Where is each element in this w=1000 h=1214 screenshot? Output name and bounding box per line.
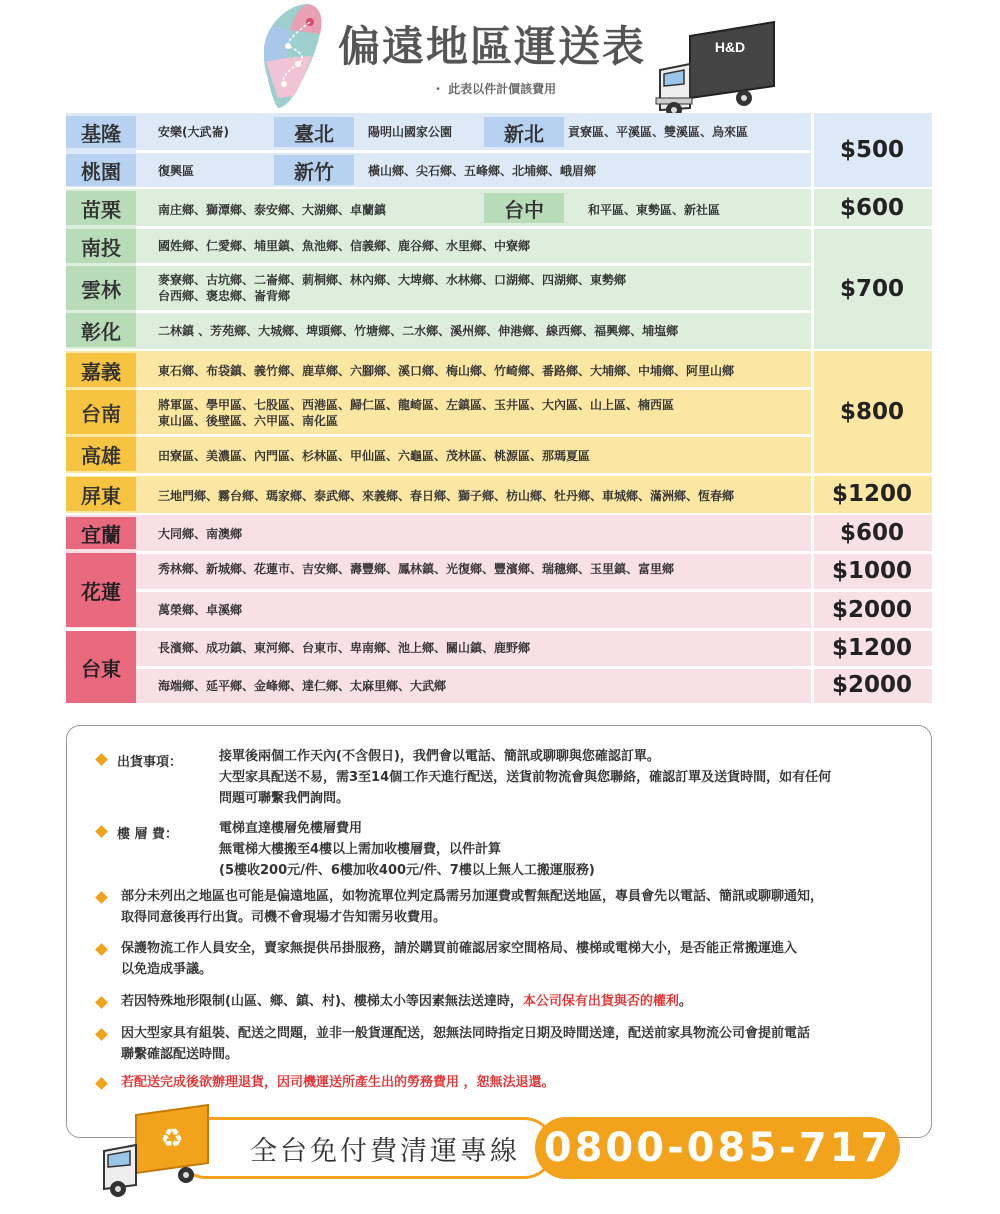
areas-changhua: 二林鎮 、芳苑鄉、大城鄉、埤頭鄉、竹塘鄉、二水鄉、溪州鄉、伸港鄉、線西鄉、福興鄉、埔塩鄉 (158, 324, 679, 338)
floor-fee-text-2: 無電梯大樓搬至4樓以上需加收樓層費，以件計算 (219, 842, 502, 857)
shipping-text-3: 問題可聯繫我們詢問。 (219, 791, 350, 806)
region-taitung: 台東 (66, 631, 136, 703)
region-taipei: 臺北 (274, 117, 354, 147)
bullet-diamond-icon (95, 891, 108, 904)
price-700: $700 (839, 276, 904, 302)
shipping-text-1: 接單後兩個工作天內(不含假日)，我們會以電話、簡訊或聊聊與您確認訂單。 (219, 749, 660, 764)
areas-chiayi: 東石鄉、布袋鎮、義竹鄉、鹿草鄉、六腳鄉、溪口鄉、梅山鄉、竹崎鄉、番路鄉、大埔鄉、中埔鄉、阿里山鄉 (158, 364, 735, 378)
terrain-note (121, 991, 692, 1012)
areas-hualien-2: 萬榮鄉、卓溪鄉 (158, 603, 243, 617)
region-tainan: 台南 (66, 390, 136, 434)
areas-nantou: 國姓鄉、仁愛鄉、埔里鎮、魚池鄉、信義鄉、鹿谷鄉、水里鄉、中寮鄉 (158, 239, 531, 253)
areas-taichung: 和平區、東勢區、新社區 (588, 203, 721, 217)
shipping-label: 出貨事項： (117, 755, 183, 770)
areas-tainan-2: 東山區、後壁區、六甲區、南化區 (158, 414, 339, 428)
region-hualien: 花蓮 (66, 553, 136, 627)
region-keelung: 基隆 (66, 116, 136, 148)
areas-pingtung: 三地門鄉、霧台鄉、瑪家鄉、泰武鄉、來義鄉、春日鄉、獅子鄉、枋山鄉、牡丹鄉、車城鄉、滿洲鄉、恆春鄉 (158, 489, 735, 503)
taiwan-map-icon (250, 0, 342, 112)
region-hsinchu: 新竹 (274, 155, 354, 185)
price-2000-hualien: $2000 (831, 597, 913, 623)
floor-fee-text-3: (5樓收200元/件、6樓加收400元/件、7樓以上無人工搬運服務) (219, 863, 595, 878)
price-2000-taitung: $2000 (831, 672, 913, 698)
region-yunlin: 雲林 (66, 266, 136, 310)
areas-yunlin-2: 台西鄉、褒忠鄉、崙背鄉 (158, 289, 291, 303)
region-taoyuan: 桃園 (66, 154, 136, 186)
floor-fee-text-1: 電梯直達樓層免樓層費用 (219, 821, 363, 836)
assembly-note-1: 因大型家具有組裝、配送之問題，並非一般貨運配送，恕無法同時指定日期及時間送達，配送前家具物流公司會提前電話 (121, 1026, 811, 1041)
region-taichung: 台中 (484, 193, 564, 223)
price-600-central: $600 (839, 195, 904, 221)
region-kaohsiung: 高雄 (66, 437, 136, 471)
bullet-diamond-icon (95, 996, 108, 1009)
bullet-diamond-icon (95, 1077, 108, 1090)
terrain-note-warning: 本公司保有出貨與否的權利 (522, 994, 679, 1009)
price-600-yilan: $600 (839, 520, 904, 546)
region-miaoli: 苗栗 (66, 191, 136, 225)
areas-taoyuan: 復興區 (158, 164, 195, 178)
bullet-diamond-icon (95, 753, 108, 766)
bullet-diamond-icon (95, 1028, 108, 1041)
areas-taitung-1: 長濱鄉、成功鎮、東河鄉、台東市、卑南鄉、池上鄉、關山鎮、鹿野鄉 (158, 641, 531, 655)
terrain-note-text: 若因特殊地形限制(山區、鄉、鎮、村)、樓梯太小等因素無法送達時， (121, 994, 523, 1009)
areas-tainan-1: 將軍區、學甲區、七股區、西港區、歸仁區、龍崎區、左鎮區、玉井區、大內區、山上區、楠西區 (158, 398, 675, 412)
price-500: $500 (839, 137, 904, 163)
region-newtaipei: 新北 (484, 117, 564, 147)
safety-note-2: 以免造成爭議。 (121, 962, 213, 977)
areas-yunlin-1: 麥寮鄉、古坑鄉、二崙鄉、莿桐鄉、林內鄉、大埤鄉、水林鄉、口湖鄉、四湖鄉、東勢鄉 (158, 273, 627, 287)
region-yilan: 宜蘭 (66, 517, 136, 549)
price-1000: $1000 (831, 558, 913, 584)
price-1200-taitung: $1200 (831, 635, 913, 661)
recycle-truck-icon (96, 1101, 216, 1201)
region-changhua: 彰化 (66, 313, 136, 347)
remote-note-2: 取得同意後再行出貨。司機不會現場才告知需另收費用。 (121, 910, 447, 925)
remote-note-1: 部分未列出之地區也可能是偏遠地區，如物流單位判定爲需另加運費或暫無配送地區，專員會先以電話、簡訊或聊聊通知， (121, 889, 824, 904)
page-title: 偏遠地區運送表 (338, 22, 647, 71)
region-nantou: 南投 (66, 229, 136, 263)
price-1200-pingtung: $1200 (831, 481, 913, 507)
areas-keelung: 安樂(大武崙) (158, 125, 229, 139)
price-800: $800 (839, 399, 904, 425)
areas-hsinchu: 橫山鄉、尖石鄉、五峰鄉、北埔鄉、峨眉鄉 (368, 164, 597, 178)
areas-taitung-2: 海端鄉、延平鄉、金峰鄉、達仁鄉、太麻里鄉、大武鄉 (158, 679, 447, 693)
shipping-text-2: 大型家具配送不易，需3至14個工作天進行配送，送貨前物流會與您聯絡，確認訂單及送貨時間，如有任何 (219, 770, 832, 785)
page-subtitle: ・ 此表以件計價該費用 (432, 82, 557, 96)
region-pingtung: 屏東 (66, 477, 136, 511)
terrain-note-end: 。 (678, 994, 692, 1009)
notes-box (66, 725, 932, 1138)
bullet-diamond-icon (95, 825, 108, 838)
truck-logo: H&D (714, 39, 746, 55)
areas-miaoli: 南庄鄉、獅潭鄉、泰安鄉、大湖鄉、卓蘭鎮 (158, 203, 387, 217)
region-chiayi: 嘉義 (66, 353, 136, 387)
areas-newtaipei: 貢寮區、平溪區、雙溪區、烏來區 (568, 125, 749, 139)
floor-fee-label: 樓 層 費： (117, 827, 179, 842)
areas-taipei: 陽明山國家公園 (368, 125, 453, 139)
hotline-label: 全台免付費清運專線 (175, 1117, 555, 1179)
areas-hualien-1: 秀林鄉、新城鄉、花蓮市、吉安鄉、壽豐鄉、鳳林鎮、光復鄉、豐濱鄉、瑞穗鄉、玉里鎮、富里鄉 (158, 562, 675, 576)
assembly-note-2: 聯繫確認配送時間。 (121, 1047, 239, 1062)
delivery-truck-icon (652, 18, 780, 122)
return-note: 若配送完成後欲辦理退貨，因司機運送所產生出的勞務費用 ，恕無法退還。 (121, 1075, 555, 1090)
bullet-diamond-icon (95, 943, 108, 956)
areas-yilan: 大同鄉、南澳鄉 (158, 527, 243, 541)
areas-kaohsiung: 田寮區、美濃區、內門區、杉林區、甲仙區、六龜區、茂林區、桃源區、那瑪夏區 (158, 449, 591, 463)
safety-note-1: 保護物流工作人員安全，賣家無提供吊掛服務，請於購買前確認居家空間格局、樓梯或電梯大小，是否能正常搬運進入 (121, 941, 798, 956)
hotline-phone[interactable]: 0800-085-717 (535, 1117, 900, 1179)
svg-text:♻: ♻ (160, 1124, 184, 1154)
